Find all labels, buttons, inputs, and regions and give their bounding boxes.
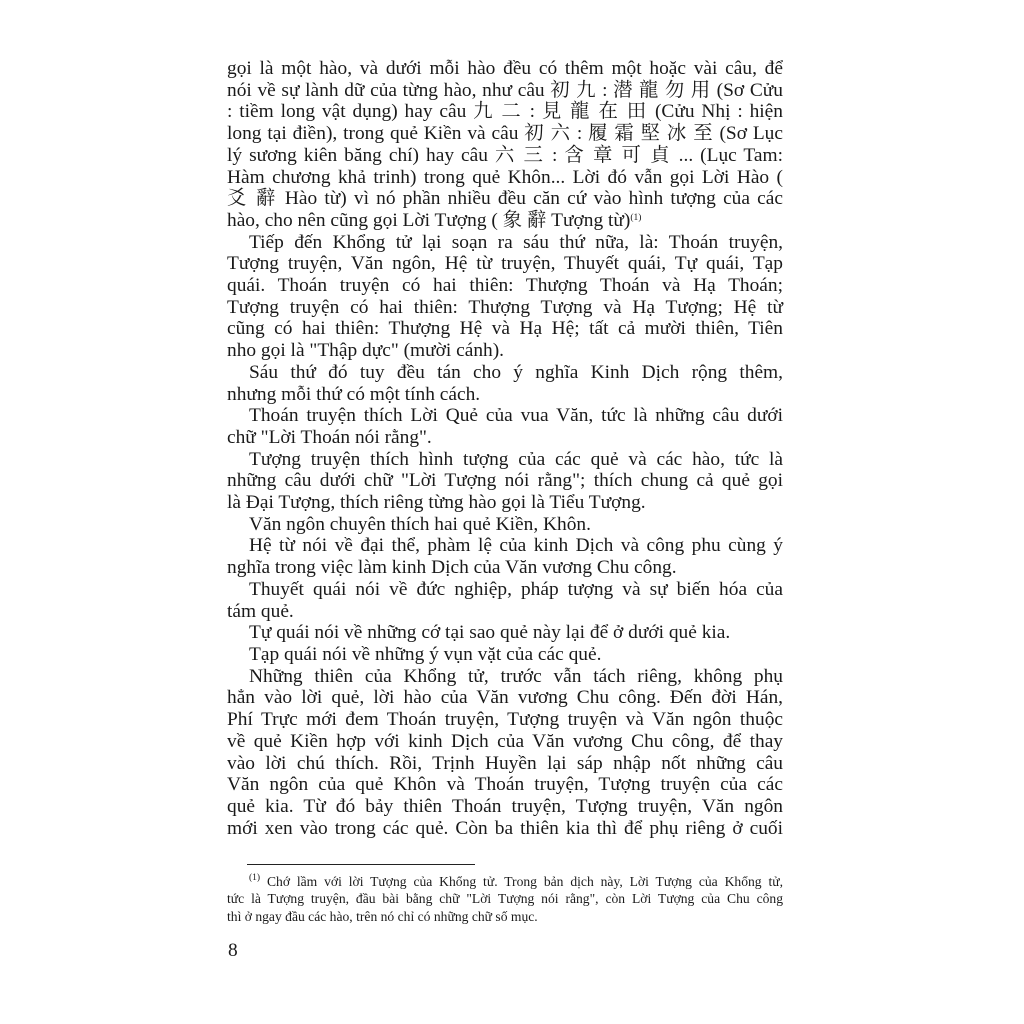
paragraph [227, 232, 783, 362]
text-line: Tượng truyện có hai thiên: Thượng Tượng và Hạ Tượng; Hệ từ [227, 296, 783, 318]
text-line: quẻ kia. Từ đó bảy thiên Thoán truyện, Tượng truyện, Văn ngôn [227, 795, 783, 817]
text-line-content: hào, cho nên cũng gọi Lời Tượng ( 象 辭 Tượng từ) [227, 209, 631, 231]
footnote-marker: (1) [249, 873, 261, 883]
paragraph [227, 579, 783, 622]
text-line: mới xen vào trong các quẻ. Còn ba thiên kia thì để phụ riêng ở cuối [227, 817, 783, 839]
text-line: Phí Trực mới đem Thoán truyện, Tượng truyện và Văn ngôn thuộc [227, 709, 783, 731]
footnote-reference: (1) [630, 212, 642, 223]
footnote [227, 873, 783, 925]
text-line: vào lời chú thích. Rồi, Trịnh Huyền lại sáp nhập nốt những câu [227, 752, 783, 774]
text-line: Hệ từ nói về đại thể, phàm lệ của kinh Dịch và công phu cùng ý [249, 535, 783, 557]
text-line: : tiềm long vật dụng) hay câu 九 二 : 見 龍 在 田 (Cửu Nhị : hiện [227, 101, 783, 123]
text-line: Tự quái nói về những cớ tại sao quẻ này lại để ở dưới quẻ kia. [249, 622, 731, 644]
text-line: 爻 辭 Hào từ) vì nó phần nhiều đều căn cứ vào hình tượng của các [227, 188, 783, 210]
text-line: nói về sự lành dữ của từng hào, như câu 初 九 : 潜 龍 勿 用 (Sơ Cửu [227, 79, 783, 101]
text-line: long tại điền), trong quẻ Kiền và câu 初 六 : 履 霜 堅 冰 至 (Sơ Lục [227, 123, 783, 145]
paragraph [227, 666, 783, 840]
footnote-divider [247, 864, 475, 865]
text-line: hẳn vào lời quẻ, lời hào của Văn vương Chu công. Đến đời Hán, [227, 687, 783, 709]
text-line: Tạp quái nói về những ý vụn vặt của các quẻ. [249, 643, 602, 665]
text-line: nhưng mỗi thứ có một tính cách. [227, 383, 481, 405]
paragraph [227, 405, 783, 448]
text-line: tám quẻ. [227, 600, 294, 622]
main-text [227, 58, 783, 839]
text-line: Tiếp đến Khổng tử lại soạn ra sáu thứ nữa, là: Thoán truyện, [249, 231, 783, 253]
text-line: Thoán truyện thích Lời Quẻ của vua Văn, tức là những câu dưới [249, 405, 783, 427]
text-line: Văn ngôn chuyên thích hai quẻ Kiền, Khôn. [249, 513, 591, 535]
text-line [227, 210, 783, 232]
text-line: Sáu thứ đó tuy đều tán cho ý nghĩa Kinh Dịch rộng thêm, [249, 361, 783, 383]
text-line: gọi là một hào, và dưới mỗi hào đều có thêm một hoặc vài câu, để [227, 58, 783, 79]
text-line: về quẻ Kiền hợp với kinh Dịch của Văn vương Chu công, để thay [227, 730, 783, 752]
paragraph [227, 622, 783, 644]
text-line: Văn ngôn của quẻ Khôn và Thoán truyện, Tượng truyện của các [227, 774, 783, 796]
paragraph [227, 362, 783, 405]
text-line: Thuyết quái nói về đức nghiệp, pháp tượng và sự biến hóa của [249, 578, 783, 600]
text-line: Tượng truyện, Văn ngôn, Hệ từ truyện, Thuyết quái, Tự quái, Tạp [227, 253, 783, 275]
footnote-line [227, 873, 783, 890]
text-line: nho gọi là "Thập dực" (mười cánh). [227, 340, 505, 362]
text-line: cũng có hai thiên: Thượng Hệ và Hạ Hệ; tất cả mười thiên, Tiên [227, 318, 783, 340]
footnote-line: thì ở ngay đầu các hào, trên nó chỉ có những chữ số mục. [227, 908, 538, 924]
footnote-line: tức là Tượng truyện, đầu bài bằng chữ "Lời Tượng nói rằng", còn Lời Tượng của Chu công [227, 891, 783, 907]
paragraph [227, 644, 783, 666]
footnote-text: Chớ lầm với lời Tượng của Khổng tử. Trong bản dịch này, Lời Tượng của Khổng tử, [266, 874, 783, 889]
text-line: Hàm chương khả trinh) trong quẻ Khôn... Lời đó vẫn gọi Lời Hào ( [227, 166, 783, 188]
text-line: Những thiên của Khổng tử, trước vẫn tách riêng, không phụ [249, 665, 783, 687]
paragraph [227, 449, 783, 514]
paragraph [227, 58, 783, 232]
text-line: nghĩa trong việc làm kinh Dịch của Văn vương Chu công. [227, 557, 677, 579]
text-line: lý sương kiên băng chí) hay câu 六 三 : 含 章 可 貞 ... (Lục Tam: [227, 144, 783, 166]
text-line: những câu dưới chữ "Lời Tượng nói rằng"; thích chung cả quẻ gọi [227, 470, 783, 492]
paragraph [227, 514, 783, 536]
text-line: quái. Thoán truyện có hai thiên: Thượng Thoán và Hạ Thoán; [227, 275, 783, 297]
paragraph [227, 535, 783, 578]
text-line: Tượng truyện thích hình tượng của các quẻ và các hào, tức là [249, 448, 783, 470]
page-number: 8 [228, 940, 238, 961]
text-line: là Đại Tượng, thích riêng từng hào gọi là Tiểu Tượng. [227, 492, 646, 514]
text-line: chữ "Lời Thoán nói rằng". [227, 426, 432, 448]
